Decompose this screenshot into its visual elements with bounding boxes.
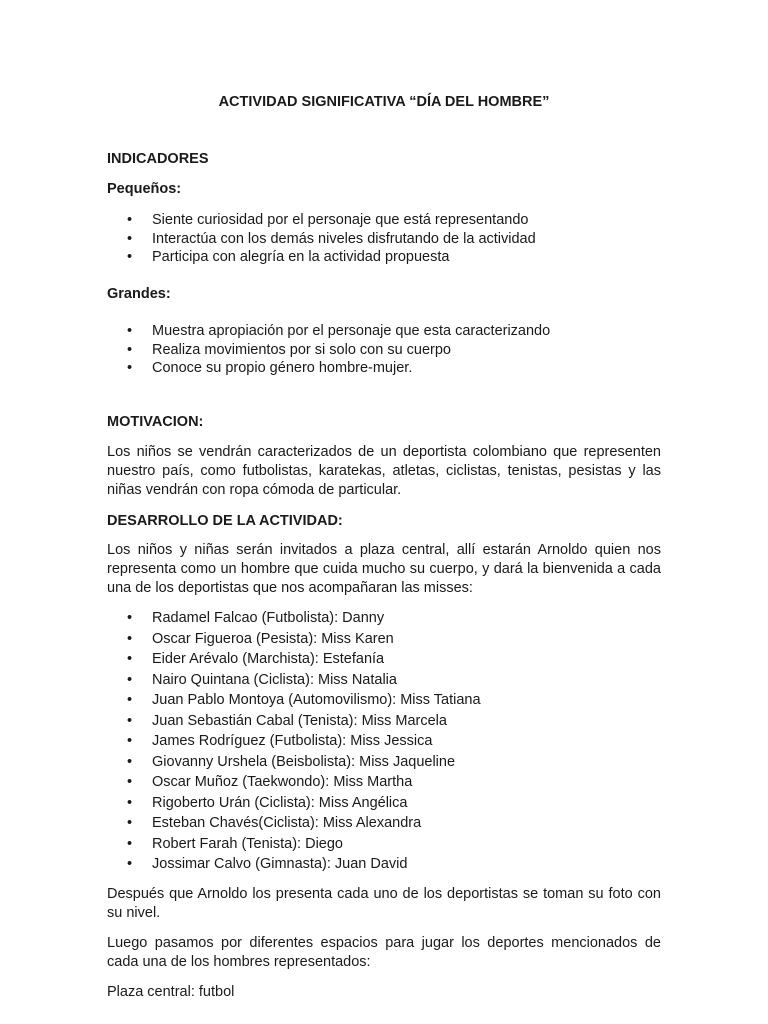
bullet-icon: •: [127, 733, 133, 749]
bullet-icon: •: [127, 323, 133, 339]
list-item: • Muestra apropiación por el personaje que esta caracterizando: [127, 323, 551, 339]
bullet-icon: •: [127, 692, 133, 708]
after-paragraph-2: Luego pasamos por diferentes espacios para jugar los deportes mencionados de cada una de los hombres representados:: [107, 935, 661, 970]
bullet-icon: •: [127, 835, 133, 852]
bullet-icon: •: [127, 671, 133, 688]
list-item: • Juan Pablo Montoya (Automovilismo): Miss Tatiana: [107, 690, 661, 711]
list-item: • Jossimar Calvo (Gimnasta): Juan David: [107, 854, 661, 875]
bullet-icon: •: [127, 610, 133, 626]
bullet-icon: •: [127, 856, 133, 872]
deportistas-list: [107, 608, 661, 875]
list-item: • Oscar Figueroa (Pesista): Miss Karen: [107, 629, 661, 650]
desarrollo-heading: DESARROLLO DE LA ACTIVIDAD:: [107, 513, 343, 529]
bullet-icon: •: [127, 360, 133, 376]
indicadores-heading: INDICADORES: [107, 151, 209, 167]
list-item: • James Rodríguez (Futbolista): Miss Jessica: [107, 731, 661, 752]
bullet-icon: •: [127, 651, 133, 667]
list-item: • Nairo Quintana (Ciclista): Miss Natalia: [107, 670, 661, 691]
list-item: • Juan Sebastián Cabal (Tenista): Miss Marcela: [107, 711, 661, 732]
pequenos-heading: Pequeños:: [107, 181, 182, 197]
motivacion-text: Los niños se vendrán caracterizados de un deportista colombiano que representen nuestro país, como futbolistas, karatekas, atletas, ciclistas, tenistas, pesistas y las niñas vendrán con ropa cómoda de particular.: [107, 444, 661, 498]
bullet-icon: •: [127, 230, 133, 247]
list-item: • Realiza movimientos por si solo con su cuerpo: [127, 341, 451, 358]
bullet-icon: •: [127, 712, 133, 729]
list-item: • Radamel Falcao (Futbolista): Danny: [107, 608, 661, 629]
list-item: • Interactúa con los demás niveles disfrutando de la actividad: [127, 230, 536, 247]
grandes-heading: Grandes:: [107, 286, 171, 302]
list-item: • Oscar Muñoz (Taekwondo): Miss Martha: [107, 772, 661, 793]
list-item: • Rigoberto Urán (Ciclista): Miss Angélica: [107, 793, 661, 814]
bullet-icon: •: [127, 341, 133, 358]
bullet-icon: •: [127, 794, 133, 811]
desarrollo-intro: Los niños y niñas serán invitados a plaza central, allí estarán Arnoldo quien nos representa como un hombre que cuida mucho su cuerpo, y dará la bienvenida a cada una de los deportistas que nos acompañaran las misses:: [107, 542, 661, 596]
bullet-icon: •: [127, 753, 133, 770]
bullet-icon: •: [127, 212, 133, 228]
motivacion-heading: MOTIVACION:: [107, 414, 204, 430]
list-item: • Conoce su propio género hombre-mujer.: [127, 360, 413, 376]
list-item: • Giovanny Urshela (Beisbolista): Miss Jaqueline: [107, 752, 661, 773]
list-item: • Participa con alegría en la actividad propuesta: [127, 249, 450, 265]
bullet-icon: •: [127, 815, 133, 831]
grandes-list: [107, 322, 661, 378]
list-item: • Eider Arévalo (Marchista): Estefanía: [107, 649, 661, 670]
list-item: • Robert Farah (Tenista): Diego: [107, 834, 661, 855]
list-item: • Siente curiosidad por el personaje que está representando: [127, 212, 529, 228]
bullet-icon: •: [127, 630, 133, 647]
bullet-icon: •: [127, 249, 133, 265]
bullet-icon: •: [127, 774, 133, 790]
after-paragraph-1: Después que Arnoldo los presenta cada uno de los deportistas se toman su foto con su nivel.: [107, 886, 661, 921]
after-paragraph-3: Plaza central: futbol: [107, 984, 235, 1000]
pequenos-list: [107, 211, 661, 267]
list-item: • Esteban Chavés(Ciclista): Miss Alexandra: [107, 813, 661, 834]
document-title: ACTIVIDAD SIGNIFICATIVA “DÍA DEL HOMBRE”: [218, 94, 550, 110]
